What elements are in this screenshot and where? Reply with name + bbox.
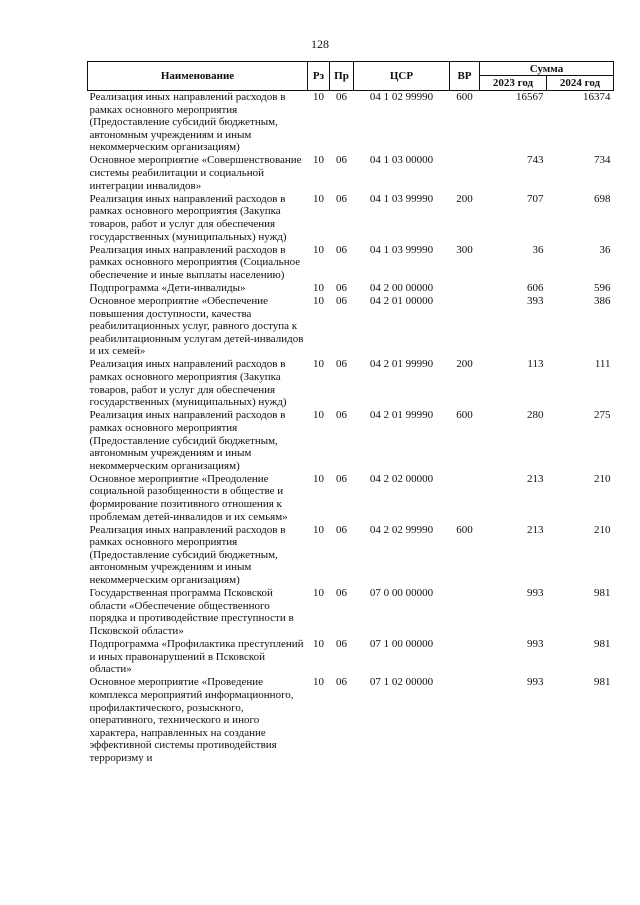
cell-vr — [450, 676, 480, 765]
cell-sum-2024: 734 — [594, 154, 611, 167]
cell-csr: 04 2 02 00000 — [369, 472, 434, 485]
cell-csr: 04 2 00 00000 — [369, 281, 434, 294]
cell-vr — [450, 295, 480, 358]
cell-pr: 06 — [336, 243, 347, 256]
cell-name: Основное мероприятие «Проведение комплекса мероприятий информационного, профилактического, розыскного, оперативного, технического и иного характера, направленных на создание эффективной системы противодействия терроризму и — [89, 676, 294, 764]
cell-csr: 04 2 01 99990 — [369, 358, 434, 371]
cell-name: Реализация иных направлений расходов в рамках основного мероприятия (Предоставление субсидий бюджетным, автономным учреждениям и иным некоммерческим организациям) — [89, 523, 286, 587]
cell-csr: 04 2 01 00000 — [369, 295, 434, 307]
cell-name: Основное мероприятие «Совершенствование системы реабилитации и социальной интеграции инвалидов» — [89, 154, 302, 192]
cell-sum-2024: 981 — [594, 587, 611, 600]
cell-rz: 10 — [313, 638, 324, 651]
header-sum: Сумма — [480, 62, 614, 76]
table-row — [88, 91, 614, 155]
cell-csr: 04 1 02 99990 — [369, 91, 434, 103]
cell-sum-2024: 981 — [594, 676, 611, 689]
table-row — [88, 409, 614, 472]
cell-vr: 600 — [456, 523, 473, 536]
cell-sum-2024: 981 — [594, 638, 611, 651]
cell-pr: 06 — [336, 281, 347, 294]
cell-csr: 04 1 03 99990 — [369, 192, 434, 205]
cell-csr: 04 2 01 99990 — [369, 409, 434, 422]
table-row — [88, 587, 614, 638]
cell-sum-2023: 993 — [527, 676, 544, 689]
cell-sum-2023: 213 — [527, 472, 544, 485]
table-row — [88, 638, 614, 676]
cell-vr: 300 — [456, 243, 473, 256]
cell-sum-2023: 993 — [527, 587, 544, 600]
cell-name: Реализация иных направлений расходов в рамках основного мероприятия (Предоставление субсидий бюджетным, автономным учреждениям и иным некоммерческим организациям) — [89, 91, 286, 154]
cell-sum-2024: 596 — [594, 281, 611, 294]
cell-rz: 10 — [313, 523, 324, 536]
cell-rz: 10 — [313, 676, 324, 689]
cell-sum-2023: 993 — [527, 638, 544, 651]
header-name: Наименование — [88, 62, 308, 91]
cell-name: Реализация иных направлений расходов в рамках основного мероприятия (Социальное обеспечение и иные выплаты населению) — [89, 243, 301, 281]
cell-csr: 07 0 00 00000 — [369, 587, 434, 600]
cell-sum-2024: 698 — [594, 192, 611, 205]
cell-pr: 06 — [336, 91, 347, 103]
cell-sum-2023: 213 — [527, 523, 544, 536]
header-year-2024: 2024 год — [547, 76, 614, 91]
cell-pr: 06 — [336, 638, 347, 651]
cell-rz: 10 — [313, 154, 324, 167]
cell-csr: 04 1 03 99990 — [369, 243, 434, 256]
cell-vr — [450, 587, 480, 638]
cell-pr: 06 — [336, 154, 347, 167]
table-header — [88, 62, 614, 91]
cell-sum-2023: 16567 — [516, 91, 544, 103]
cell-sum-2023: 707 — [527, 192, 544, 205]
cell-name: Основное мероприятие «Обеспечение повышения доступности, качества реабилитационных услуг, равного доступа к реабилитационным услугам детей-инвалидов и их семей» — [89, 295, 304, 358]
cell-vr: 600 — [456, 409, 473, 422]
cell-pr: 06 — [336, 358, 347, 371]
cell-rz: 10 — [313, 192, 324, 205]
cell-vr — [450, 154, 480, 192]
cell-rz: 10 — [313, 472, 324, 485]
cell-rz: 10 — [313, 91, 324, 103]
cell-rz: 10 — [313, 587, 324, 600]
cell-sum-2023: 36 — [532, 243, 544, 256]
cell-sum-2024: 210 — [594, 523, 611, 536]
header-csr: ЦСР — [354, 62, 450, 91]
cell-name: Реализация иных направлений расходов в рамках основного мероприятия (Закупка товаров, работ и услуг для обеспечения государственных (муниципальных) нужд) — [89, 358, 287, 409]
cell-vr: 200 — [456, 192, 473, 205]
cell-name: Подпрограмма «Дети-инвалиды» — [89, 281, 246, 294]
cell-sum-2024: 210 — [594, 472, 611, 485]
cell-sum-2024: 36 — [599, 243, 611, 256]
cell-vr: 200 — [456, 358, 473, 371]
cell-sum-2024: 16374 — [583, 91, 611, 103]
budget-table — [87, 61, 614, 765]
cell-name: Государственная программа Псковской области «Обеспечение общественного порядка и противодействие преступности в Псковской области» — [89, 587, 294, 637]
cell-pr: 06 — [336, 587, 347, 600]
cell-rz: 10 — [313, 358, 324, 371]
cell-vr: 600 — [456, 91, 473, 103]
header-vr: ВР — [450, 62, 480, 91]
cell-rz: 10 — [313, 295, 324, 307]
cell-pr: 06 — [336, 472, 347, 485]
cell-sum-2024: 275 — [594, 409, 611, 422]
table-row — [88, 154, 614, 192]
cell-name: Реализация иных направлений расходов в рамках основного мероприятия (Закупка товаров, работ и услуг для обеспечения государственных (муниципальных) нужд) — [89, 192, 287, 243]
cell-csr: 07 1 00 00000 — [369, 638, 434, 651]
cell-csr: 04 1 03 00000 — [369, 154, 434, 167]
cell-sum-2023: 606 — [527, 281, 544, 294]
cell-rz: 10 — [313, 281, 324, 294]
cell-pr: 06 — [336, 409, 347, 422]
cell-sum-2023: 743 — [527, 154, 544, 167]
cell-pr: 06 — [336, 192, 347, 205]
cell-name: Подпрограмма «Профилактика преступлений и иных правонарушений в Псковской области» — [89, 638, 304, 676]
cell-csr: 04 2 02 99990 — [369, 523, 434, 536]
cell-vr — [450, 282, 480, 295]
cell-vr — [450, 473, 480, 524]
cell-sum-2024: 111 — [594, 358, 611, 371]
table-row — [88, 473, 614, 524]
cell-rz: 10 — [313, 243, 324, 256]
table-row — [88, 193, 614, 244]
cell-sum-2023: 280 — [527, 409, 544, 422]
cell-name: Реализация иных направлений расходов в рамках основного мероприятия (Предоставление субсидий бюджетным, автономным учреждениям и иным некоммерческим организациям) — [89, 409, 286, 472]
cell-pr: 06 — [336, 676, 347, 689]
cell-sum-2023: 113 — [527, 358, 544, 371]
cell-pr: 06 — [336, 295, 347, 307]
cell-csr: 07 1 02 00000 — [369, 676, 434, 689]
table-row — [88, 244, 614, 282]
cell-vr — [450, 638, 480, 676]
cell-name: Основное мероприятие «Преодоление социальной разобщенности в обществе и формирование позитивного отношения к проблемам детей-инвалидов и их семьям» — [89, 472, 288, 523]
header-rz: Рз — [308, 62, 330, 91]
cell-pr: 06 — [336, 523, 347, 536]
cell-sum-2023: 393 — [527, 295, 544, 307]
header-pr: Пр — [330, 62, 354, 91]
table-row — [88, 676, 614, 765]
cell-sum-2024: 386 — [594, 295, 611, 307]
header-year-2023: 2023 год — [480, 76, 547, 91]
table-body — [88, 91, 614, 765]
table-row — [88, 295, 614, 358]
table-row — [88, 282, 614, 295]
table-row — [88, 358, 614, 409]
table-row — [88, 524, 614, 587]
page-number: 128 — [311, 37, 329, 51]
cell-rz: 10 — [313, 409, 324, 422]
